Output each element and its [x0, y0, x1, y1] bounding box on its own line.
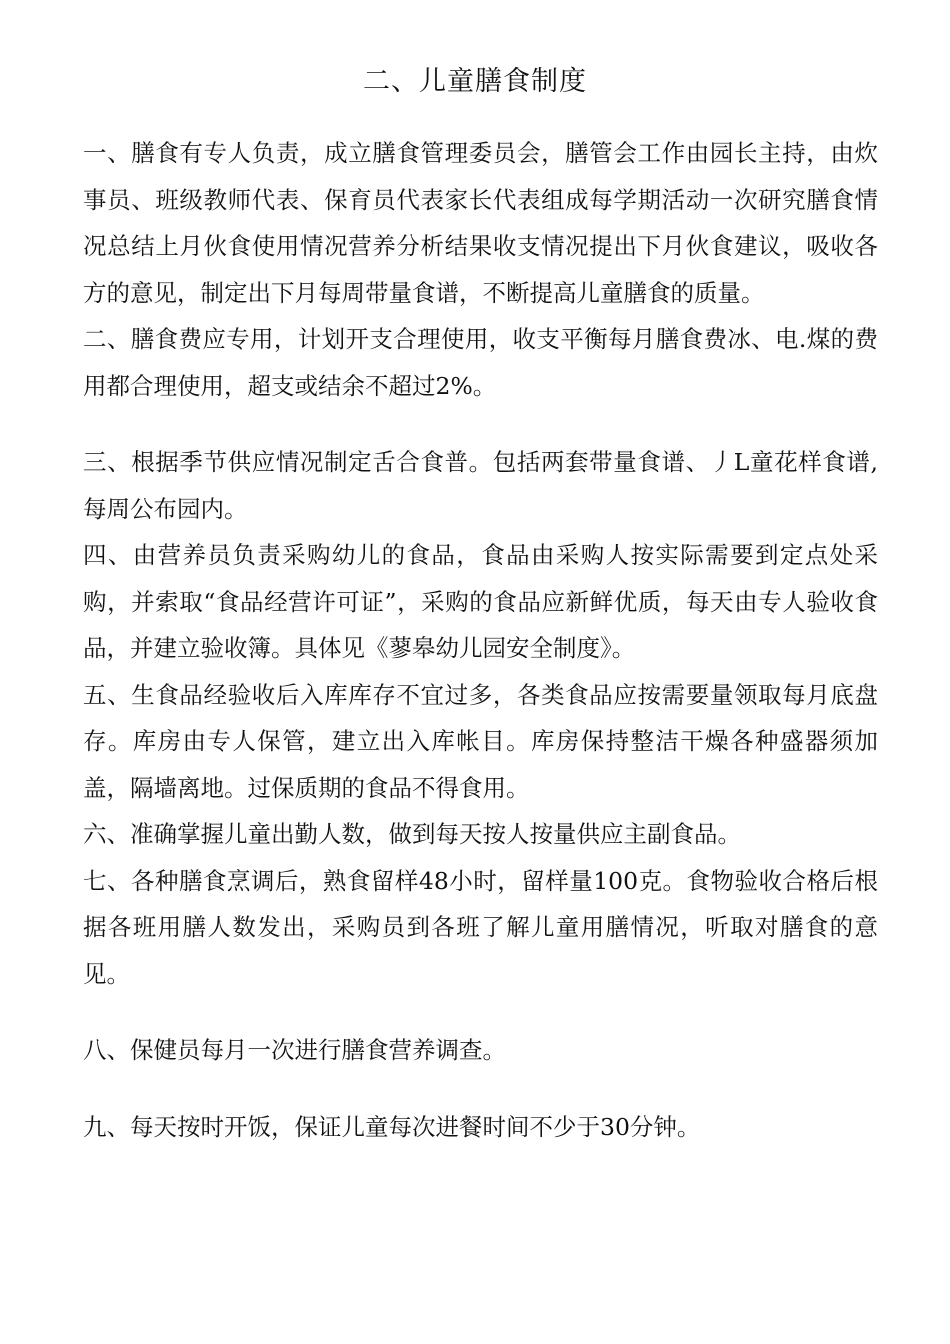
document-title: 二、儿童膳食制度: [363, 66, 587, 97]
paragraph-8: 八、保健员每月一次进行膳食营养调查。: [83, 1036, 506, 1064]
paragraph-2: 二、膳食费应专用，计划开支合理使用，收支平衡每月膳食费冰、电.煤的费用都合理使用，超支或结余不超过2%。: [83, 325, 878, 400]
paragraph-6: 六、准确掌握儿童出勤人数，做到每天按人按量供应主副食品。: [83, 820, 741, 848]
document-body: [83, 130, 878, 1150]
paragraph-4: 四、由营养员负责采购幼儿的食品，食品由采购人按实际需要到定点处采购，并索取“食品经营许可证”，采购的食品应新鲜优质，每天由专人验收食品，并建立验收簿。具体见《蓼皋幼儿园安全制度》。: [83, 541, 878, 662]
paragraph-7: 七、各种膳食烹调后，熟食留样48小时，留样量100克。食物验收合格后根据各班用膳人数发出，采购员到各班了解儿童用膳情况，听取对膳食的意见。: [83, 866, 878, 988]
paragraph-1: 一、膳食有专人负责，成立膳食管理委员会，膳管会工作由园长主持，由炊事员、班级教师代表、保育员代表家长代表组成每学期活动一次研究膳食情况总结上月伙食使用情况营养分析结果收支情况提出下月伙食建议，吸收各方的意见，制定出下月每周带量食谱，不断提高儿童膳食的质量。: [83, 139, 878, 307]
paragraph-5: 五、生食品经验收后入库库存不宜过多，各类食品应按需要量领取每月底盘存。库房由专人保管，建立出入库帐目。库房保持整洁干燥各种盛器须加盖，隔墙离地。过保质期的食品不得食用。: [83, 680, 878, 802]
paragraph-3: 三、根据季节供应情况制定舌合食普。包括两套带量食谱、丿L童花样食谱,每周公布园内。: [83, 448, 878, 523]
paragraph-9: 九、每天按时开饭，保证儿童每次进餐时间不少于30分钟。: [83, 1112, 701, 1141]
